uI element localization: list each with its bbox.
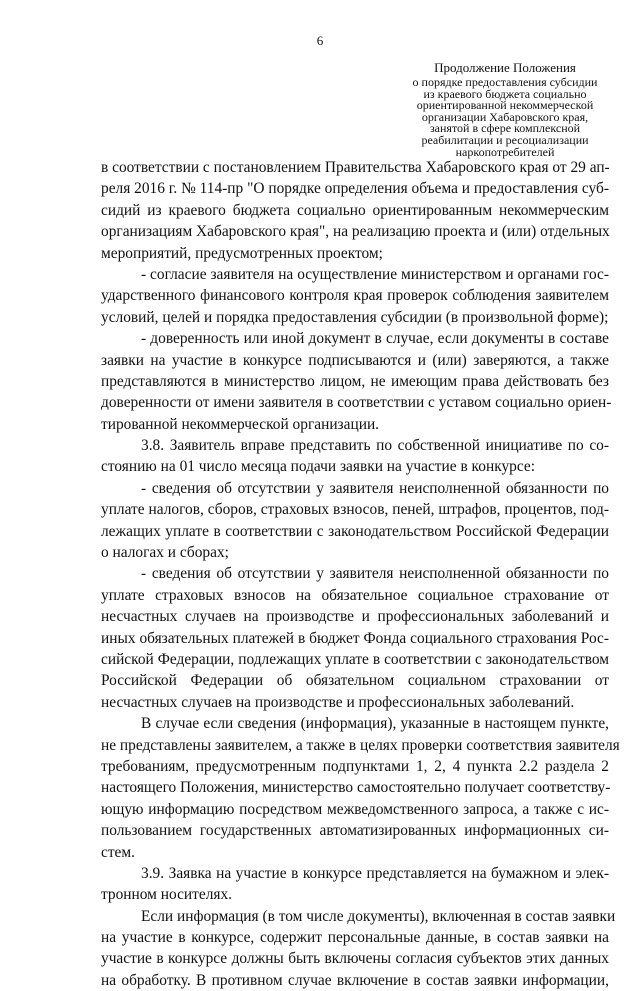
header-line: ориентированной некоммерческой <box>416 98 594 113</box>
body-line: участие в конкурсе должны быть включены согласия субъектов этих данных <box>101 950 609 968</box>
page-number: 6 <box>316 33 324 48</box>
body-line: мероприятий, предусмотренных проектом; <box>101 244 383 262</box>
body-line: Российской Федерации об обязательном социальном страховании от <box>101 672 609 690</box>
body-line: о налогах и сборах; <box>101 544 229 562</box>
body-line: уплате налогов, сборов, страховых взносов, пеней, штрафов, процентов, под- <box>101 501 609 519</box>
body-line: иных обязательных платежей в бюджет Фонда социального страхования Рос- <box>101 629 609 647</box>
body-line: тированной некоммерческой организации. <box>101 415 380 433</box>
header-line: из краевого бюджета социально <box>423 86 587 101</box>
body-line: ющую информацию посредством межведомственного запроса, а также с ис- <box>101 800 609 818</box>
body-line: В случае если сведения (информация), указанные в настоящем пункте, <box>141 715 609 733</box>
header-line: организации Хабаровского края, <box>421 109 589 124</box>
body-line: стоянию на 01 число месяца подачи заявки на участие в конкурсе: <box>101 458 535 476</box>
body-line: 3.8. Заявитель вправе представить по собственной инициативе по со- <box>141 437 609 455</box>
body-line: - согласие заявителя на осуществление министерством и органами гос- <box>141 265 609 283</box>
body-line: на участие в конкурсе, содержит персональные данные, в состав заявки на <box>101 929 609 947</box>
body-line: на обработку. В противном случае включение в состав заявки информации, <box>101 971 609 989</box>
body-line: 3.9. Заявка на участие в конкурсе представляется на бумажном и элек- <box>141 864 609 882</box>
body-line: не представлены заявителем, а также в целях проверки соответствия заявителя <box>101 736 620 754</box>
body-line: заявки на участие в конкурсе подписываются и (или) заверяются, а также <box>101 351 609 369</box>
body-line: уплате страховых взносов на обязательное социальное страхование от <box>101 586 609 604</box>
body-line: - доверенность или иной документ в случае, если документы в составе <box>141 330 609 348</box>
body-line: стем. <box>101 843 135 861</box>
header-line: о порядке предоставления субсидии <box>412 75 598 89</box>
body-line: несчастных случаев на производстве и профессиональных заболеваний и <box>101 608 609 626</box>
body-line: организациям Хабаровского края", на реализацию проекта и (или) отдельных <box>101 223 610 241</box>
header-block <box>400 60 610 158</box>
body-line: несчастных случаев на производстве и профессиональных заболеваний. <box>101 693 575 711</box>
body-line: - сведения об отсутствии у заявителя неисполненной обязанности по <box>141 565 609 583</box>
body-line: реля 2016 г. № 114-пр "О порядке определения объема и предоставления суб- <box>101 180 609 198</box>
body-line: сийской Федерации, подлежащих уплате в соответствии с законодательством <box>101 650 609 668</box>
body-line: представляются в министерство лицом, не имеющим права действовать без <box>101 372 609 390</box>
body-line: требованиям, предусмотренным подпунктами 1, 2, 4 пункта 2.2 раздела 2 <box>101 757 609 775</box>
body-line: сидий из краевого бюджета социально ориентированным некоммерческим <box>101 201 609 219</box>
body-line: настоящего Положения, министерство самостоятельно получает соответству- <box>101 779 611 797</box>
header-title: Продолжение Положения <box>434 60 576 75</box>
body-line: лежащих уплате в соответствии с законодательством Российской Федерации <box>101 522 609 540</box>
body-line: - сведения об отсутствии у заявителя неисполненной обязанности по <box>141 479 609 497</box>
body-line: Если информация (в том числе документы), включенная в состав заявки <box>141 907 616 925</box>
body-line: условий, целей и порядка предоставления субсидии (в произвольной форме); <box>101 308 609 326</box>
body-line: доверенности от имени заявителя в соответствии с уставом социально ориен- <box>101 394 612 412</box>
body-line: ударственного финансового контроля края проверок соблюдения заявителем <box>101 287 609 305</box>
body-line: в соответствии с постановлением Правительства Хабаровского края от 29 ап- <box>101 159 610 176</box>
header-line: занятой в сфере комплексной <box>429 121 581 136</box>
body-line: пользованием государственных автоматизированных информационных си- <box>101 822 609 840</box>
header-line: реабилитации и ресоциализации <box>421 132 589 147</box>
body-text <box>101 157 620 991</box>
header-line: наркопотребителей <box>455 144 555 159</box>
body-line: тронном носителях. <box>101 886 233 904</box>
